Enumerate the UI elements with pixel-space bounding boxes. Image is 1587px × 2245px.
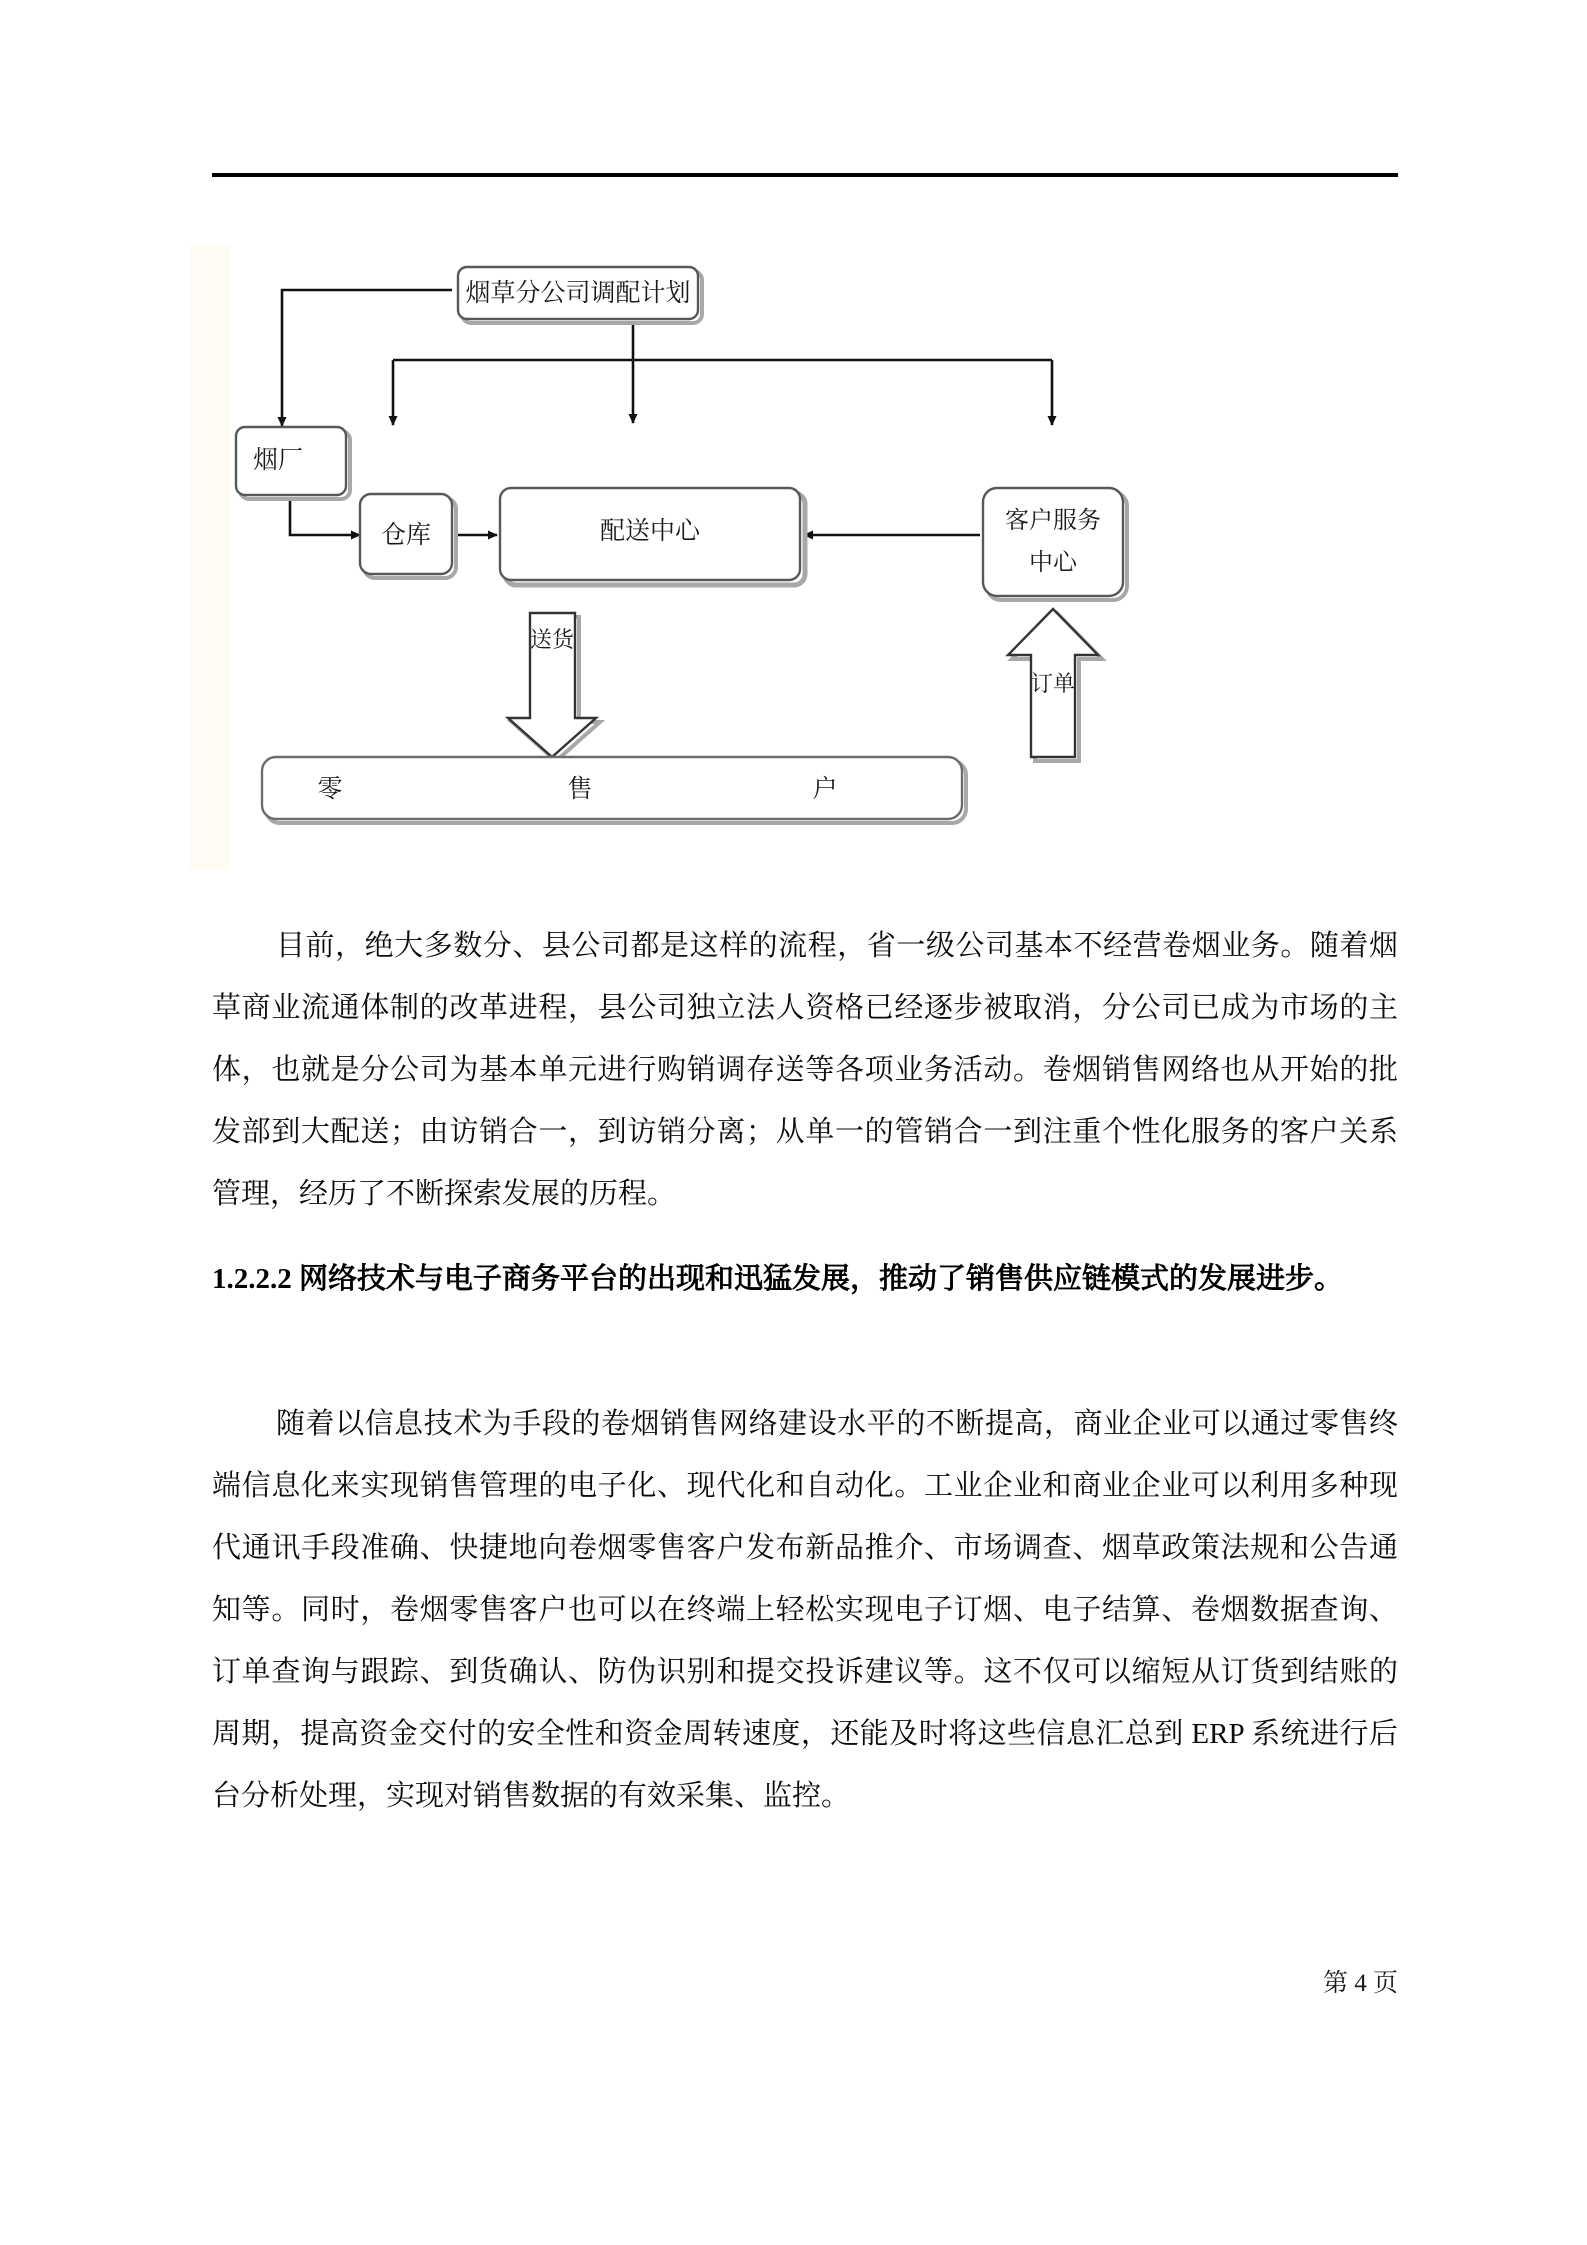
node-service [983, 488, 1127, 600]
paragraph-2: 随着以信息技术为手段的卷烟销售网络建设水平的不断提高，商业企业可以通过零售终端信息化来实现销售管理的电子化、现代化和自动化。工业企业和商业企业可以利用多种现代通讯手段准确、快捷地向卷烟零售客户发布新品推介、市场调查、烟草政策法规和公告通知等。同时，卷烟零售客户也可以在终端上轻松实现电子订烟、电子结算、卷烟数据查询、订单查询与跟踪、到货确认、防伪识别和提交投诉建议等。这不仅可以缩短从订货到结账的周期，提高资金交付的安全性和资金周转速度，还能及时将这些信息汇总到 ERP 系统进行后台分析处理，实现对销售数据的有效采集、监控。 [212, 1408, 1398, 1812]
node-warehouse-label: 仓库 [380, 520, 432, 549]
arrow-delivery [508, 613, 600, 761]
node-service-label-line2: 中心 [1029, 548, 1077, 576]
header-rule [212, 173, 1398, 177]
node-plan-label: 烟草分公司调配计划 [465, 278, 691, 307]
node-factory-label: 烟厂 [252, 445, 304, 474]
node-factory [236, 427, 350, 499]
node-dc-label: 配送中心 [599, 516, 701, 545]
flowchart-svg [190, 245, 1260, 870]
node-warehouse [360, 494, 456, 578]
node-retail-char-2: 售 [567, 774, 593, 803]
heading-1-2-2-2: 1.2.2.2 网络技术与电子商务平台的出现和迅猛发展，推动了销售供应链模式的发展进步。 [212, 1263, 1344, 1295]
node-dc [500, 488, 805, 585]
node-retail [262, 757, 966, 823]
arrow-order [1008, 609, 1102, 761]
node-service-label-line1: 客户服务 [1005, 506, 1101, 534]
node-retail-char-1: 零 [317, 774, 343, 803]
arrow-delivery-label-1: 送货 [529, 628, 575, 653]
paragraph-1: 目前，绝大多数分、县公司都是这样的流程，省一级公司基本不经营卷烟业务。随着烟草商业流通体制的改革进程，县公司独立法人资格已经逐步被取消，分公司已成为市场的主体，也就是分公司为基本单元进行购销调存送等各项业务活动。卷烟销售网络也从开始的批发部到大配送；由访销合一，到访销分离；从单一的管销合一到注重个性化服务的客户关系管理，经历了不断探索发展的历程。 [212, 930, 1398, 1210]
supply-chain-flowchart [190, 245, 1260, 870]
edge-plan-to-factory [282, 290, 452, 426]
node-retail-char-3: 户 [812, 774, 838, 803]
node-plan [458, 267, 702, 323]
arrow-order-label-1: 订单 [1030, 672, 1076, 697]
page-footer: 第 4 页 [1322, 1970, 1398, 1997]
